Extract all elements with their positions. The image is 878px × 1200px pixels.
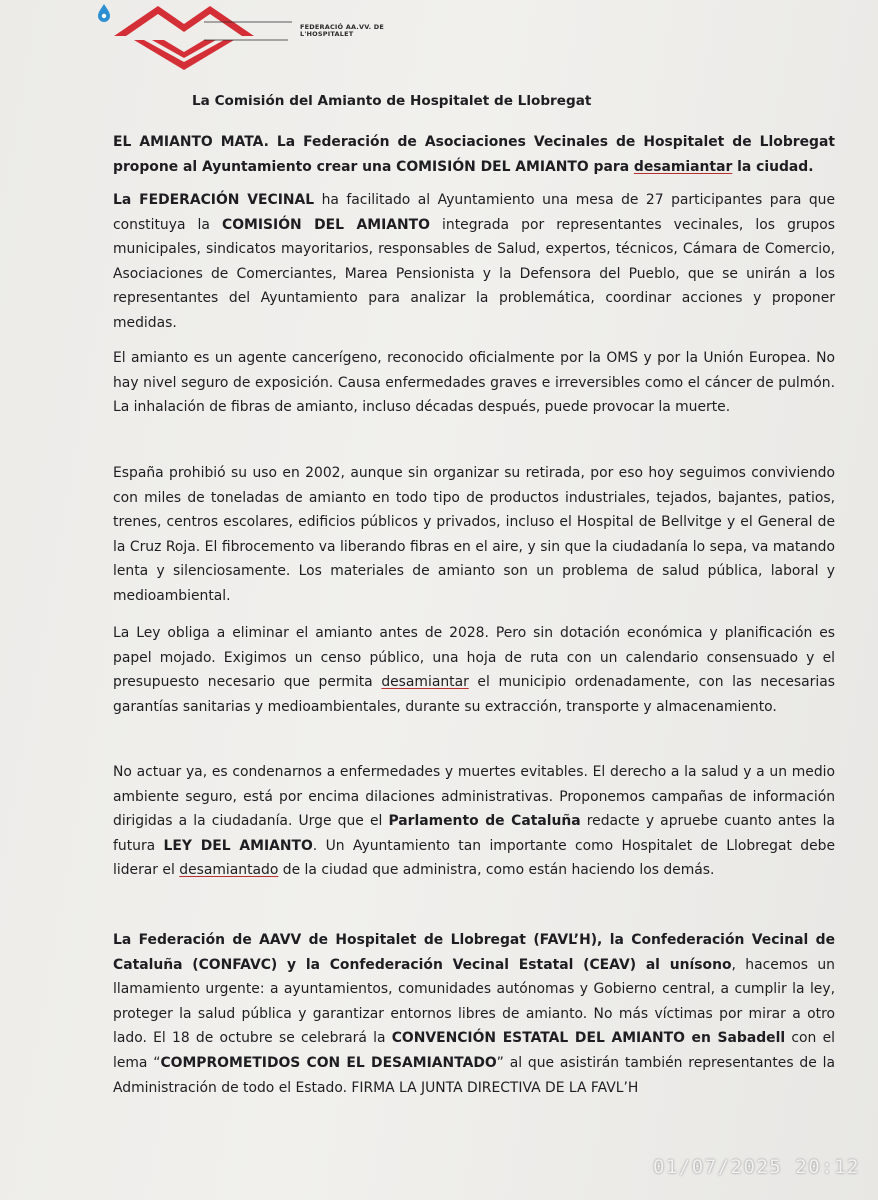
p5-text-2: el municipio ordenadamente, con las necesarias garantías sanitarias y medioambientales, durante su extracción, transporte y almacenamiento.	[113, 674, 835, 715]
p6-text-3: . Un Ayuntamiento tan importante como Hospitalet de Llobregat debe liderar el	[113, 837, 836, 879]
p7-text-2: con el lema “	[113, 1030, 835, 1071]
paragraph-law	[113, 621, 835, 719]
photo-timestamp: 01/07/2025 20:12	[652, 1156, 860, 1178]
logo-text: FEDERACIÓ AA.VV. DE L'HOSPITALET	[300, 23, 384, 38]
p5-underlined-term: desamiantar	[381, 674, 469, 691]
paragraph-action	[113, 760, 835, 883]
p6-underlined-term: desamiantado	[179, 862, 279, 879]
p7-text-3: ” al que asistirán también representantes de la Administración de todo el Estado. FIRMA LA JUNTA DIRECTIVA DE LA FAVL’H	[113, 1054, 835, 1096]
document-title: La Comisión del Amianto de Hospitalet de Llobregat	[192, 93, 592, 109]
intro-bold-2: la ciudad.	[732, 158, 814, 175]
paragraph-health: El amianto es un agente cancerígeno, reconocido oficialmente por la OMS y por la Unión Europea. No hay nivel seguro de exposición. Causa enfermedades graves e irreversibles como el cáncer de pulmón. La inhalación de fibras de amianto, incluso décadas después, puede provocar la muerte.	[113, 350, 835, 416]
p7-bold-1: La Federación de AAVV de Hospitalet de Llobregat (FAVL’H), la Confederación Vecinal de Cataluña (CONFAVC) y la Confederación Vecinal Estatal (CEAV) al unísono	[113, 932, 835, 973]
p5-text-1: La Ley obliga a eliminar el amianto antes de 2028. Pero sin dotación económica y planificación es papel mojado. Exigimos un censo público, una hoja de ruta con un calendario consensuado y el presupuesto necesario que permita	[113, 625, 835, 691]
federation-logo	[92, 0, 384, 74]
paragraph-call-to-action	[113, 928, 835, 1100]
p2-bold-2: COMISIÓN DEL AMIANTO	[222, 216, 430, 233]
paragraph-commission	[113, 188, 835, 336]
p7-bold-3: COMPROMETIDOS CON EL DESAMIANTADO	[160, 1054, 497, 1071]
p7-bold-2: CONVENCIÓN ESTATAL DEL AMIANTO en Sabadell	[391, 1030, 786, 1047]
p6-bold-1: Parlamento de Cataluña	[388, 813, 581, 830]
intro-underlined-term: desamiantar	[633, 158, 733, 175]
p6-text-4: de la ciudad que administra, como están haciendo los demás.	[278, 862, 715, 879]
p6-text-1: No actuar ya, es condenarnos a enfermedades y muertes evitables. El derecho a la salud y a un medio ambiente seguro, está por encima dilaciones administrativas. Proponemos campañas de información dirigidas a la ciudadanía. Urge que el	[113, 764, 835, 830]
p2-text-2: integrada por representantes vecinales, los grupos municipales, sindicatos mayoritarios, responsables de Salud, expertos, técnicos, Cámara de Comercio, Asociaciones de Comerciantes, Marea Pensionista y la Defensora del Pueblo, que se unirán a los representantes del Ayuntamiento para analizar la problemática, coordinar acciones y proponer medidas.	[113, 216, 835, 331]
logo-mark-icon	[92, 0, 302, 74]
p6-text-2: redacte y apruebe cuanto antes la futura	[113, 813, 835, 854]
intro-bold-1: EL AMIANTO MATA. La Federación de Asociaciones Vecinales de Hospitalet de Llobregat propone al Ayuntamiento crear una COMISIÓN DEL AMIANTO para	[113, 134, 835, 175]
p7-text-1: , hacemos un llamamiento urgente: a ayuntamientos, comunidades autónomas y Gobierno central, a cumplir la ley, proteger la salud pública y garantizar entornos libres de amianto. No más víctimas por mirar a otro lado. El 18 de octubre se celebrará la	[113, 956, 835, 1047]
p2-bold-1: La FEDERACIÓN VECINAL	[113, 192, 315, 208]
p2-text-1: ha facilitado al Ayuntamiento una mesa de 27 participantes para que constituya la	[113, 192, 835, 233]
paragraph-intro	[113, 130, 835, 179]
p6-bold-2: LEY DEL AMIANTO	[163, 837, 313, 854]
paragraph-spain: España prohibió su uso en 2002, aunque sin organizar su retirada, por eso hoy seguimos conviviendo con miles de toneladas de amianto en todo tipo de productos industriales, tejados, bajantes, patios, trenes, centros escolares, edificios públicos y privados, incluso el Hospital de Bellvitge y el General de la Cruz Roja. El fibrocemento va liberando fibras en el aire, y sin que la ciudadanía lo sepa, va matando lenta y silenciosamente. Los materiales de amianto son un problema de salud pública, laboral y medioambiental.	[113, 465, 835, 604]
